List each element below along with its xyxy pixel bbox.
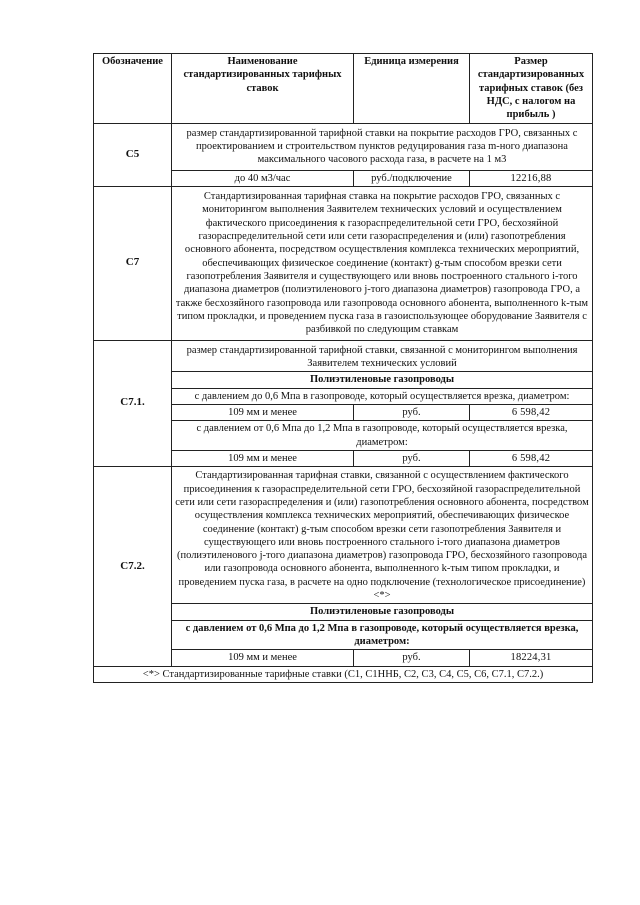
c71-subheader: Полиэтиленовые газопроводы	[172, 372, 593, 388]
row-desc-c7: Стандартизированная тарифная ставка на покрытие расходов ГРО, связанных с мониторингом выполнения Заявителем технических условий и осуществлением фактического присоединения к газораспределительной сети ГРО, бесхозяйной газораспределительной сети или сети газораспределения и (или) газопотребления основного абонента, посредством осуществления комплекса технических мероприятий, обеспечивающих физическое соединение (контакт) g-тым способом врезки сети газопотребления Заявителя и существующего или вновь построенного стального i-того диапазона диаметров (полиэтиленового j-того диапазона диаметров) газопровода ГРО, а также бесхозяйного газопровода или газопровода основного абонента, выполненного k-тым типом прокладки, и проведением пуска газа в газоиспользующее оборудование Заявителя с разбивкой по следующим ставкам	[172, 186, 593, 340]
c72-p-unit: руб.	[354, 650, 470, 666]
row-desc-c5: размер стандартизированной тарифной ставки на покрытие расходов ГРО, связанных с проектированием и строительством пунктов редуцирования газа m-ного диапазона максимального часового расхода газа, в расчете на 1 м3	[172, 123, 593, 170]
footnote-row	[94, 666, 593, 682]
table-row	[94, 186, 593, 340]
header-code: Обозначение	[94, 54, 172, 124]
c71-p2-label: с давлением от 0,6 Мпа до 1,2 Мпа в газопроводе, который осуществляется врезка, диаметром:	[172, 421, 593, 451]
c72-p-value: 18224,31	[470, 650, 593, 666]
row-desc-c71: размер стандартизированной тарифной ставки, связанной с мониторингом выполнения Заявителем технических условий	[172, 340, 593, 372]
header-name: Наименование стандартизированных тарифных ставок	[172, 54, 354, 124]
row-desc-c72: Стандартизированная тарифная ставки, связанной с осуществлением фактического присоединения к газораспределительной сети ГРО, бесхозяйной газораспределительной сети или сети газораспределения и (или) газопотребления основного абонента, посредством осуществления комплекса технических мероприятий, обеспечивающих физическое соединение (контакт) g-тым способом врезки сети газопотребления Заявителя и существующего или вновь построенного стального i-того диапазона диаметров (полиэтиленового j-того диапазона диаметров) газопровода ГРО, бесхозяйного газопровода или газопровода основного абонента, выполненного k-тым типом прокладки, и проведением пуска газа, в расчете на одно подключение (технологическое присоединение) <*>	[172, 467, 593, 604]
c5-unit: руб./подключение	[354, 170, 470, 186]
c72-subheader: Полиэтиленовые газопроводы	[172, 604, 593, 620]
table-row	[94, 123, 593, 170]
c71-p1-range: 109 мм и менее	[172, 404, 354, 420]
c71-p1-label: с давлением до 0,6 Мпа в газопроводе, который осуществляется врезка, диаметром:	[172, 388, 593, 404]
c71-p2-range: 109 мм и менее	[172, 450, 354, 466]
tariff-table	[93, 53, 593, 683]
c71-p1-unit: руб.	[354, 404, 470, 420]
header-size: Размер стандартизированных тарифных ставок (без НДС, с налогом на прибыль )	[470, 54, 593, 124]
c72-p-range: 109 мм и менее	[172, 650, 354, 666]
c71-p2-value: 6 598,42	[470, 450, 593, 466]
row-code-c5: С5	[94, 123, 172, 186]
c5-value: 12216,88	[470, 170, 593, 186]
footnote: <*> Стандартизированные тарифные ставки (С1, С1ННБ, С2, С3, С4, С5, С6, С7.1, С7.2.)	[94, 666, 593, 682]
row-code-c71: С7.1.	[94, 340, 172, 467]
table-row	[94, 467, 593, 604]
row-code-c72: С7.2.	[94, 467, 172, 667]
c71-p1-value: 6 598,42	[470, 404, 593, 420]
header-row	[94, 54, 593, 124]
row-code-c7: С7	[94, 186, 172, 340]
c72-p-label: с давлением от 0,6 Мпа до 1,2 Мпа в газопроводе, который осуществляется врезка, диаметром:	[172, 620, 593, 650]
c5-range: до 40 м3/час	[172, 170, 354, 186]
header-unit: Единица измерения	[354, 54, 470, 124]
table-row	[94, 340, 593, 372]
c71-p2-unit: руб.	[354, 450, 470, 466]
